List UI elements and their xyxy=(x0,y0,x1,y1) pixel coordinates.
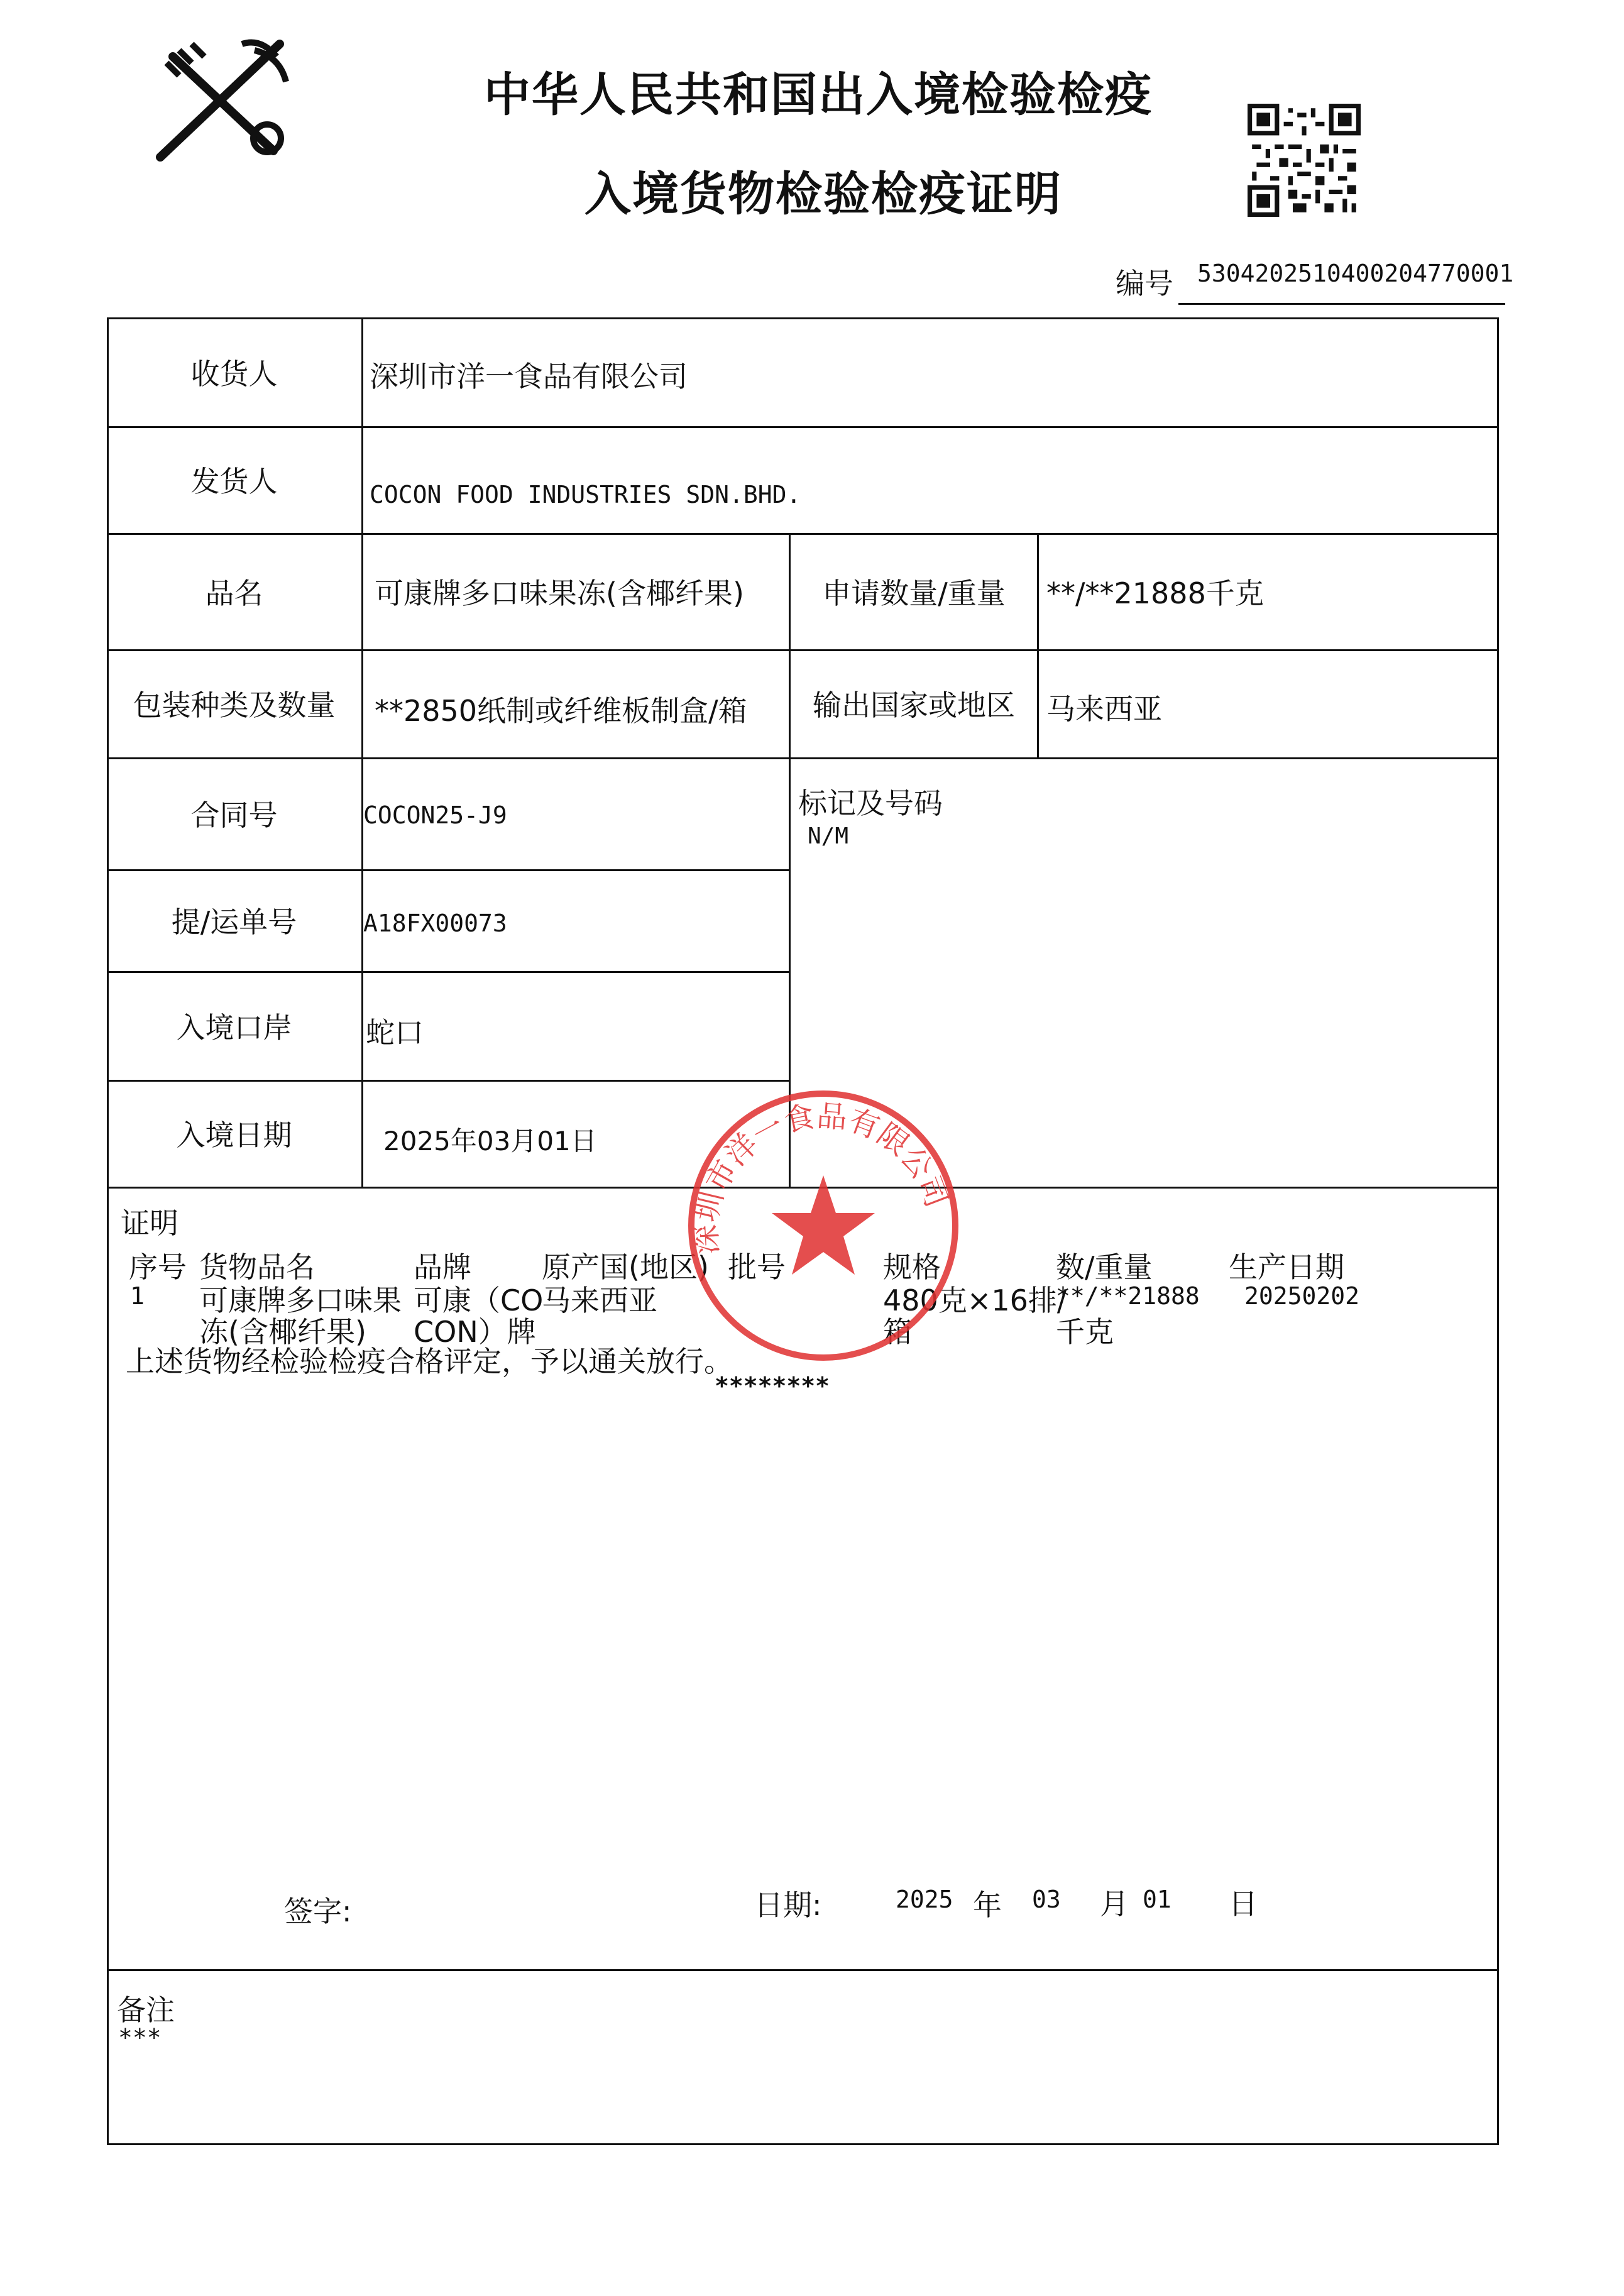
column-divider xyxy=(1037,533,1039,759)
remarks-value: *** xyxy=(118,2024,162,2052)
row-spec-line2: 箱 xyxy=(883,1315,912,1349)
inspection-emblem-logo xyxy=(148,31,299,170)
row-divider xyxy=(107,1969,1499,1971)
row-brand-line2: CON）牌 xyxy=(414,1315,536,1349)
row-name-line1: 可康牌多口味果 xyxy=(199,1283,402,1317)
certificate-number-value: 5304202510400204770001 xyxy=(1197,260,1514,287)
port-value: 蛇口 xyxy=(366,1016,424,1050)
number-underline xyxy=(1178,303,1505,305)
entry-date-label: 入境日期 xyxy=(176,1118,292,1152)
date-year-unit: 年 xyxy=(973,1888,1002,1922)
date-year: 2025 xyxy=(896,1886,953,1913)
row-seq: 1 xyxy=(130,1282,145,1310)
document-title: 中华人民共和国出入境检验检疫 xyxy=(484,68,1153,122)
row-qty-line2: 千克 xyxy=(1056,1315,1114,1349)
qr-code-icon xyxy=(1248,104,1361,217)
row-name-line2: 冻(含椰纤果) xyxy=(199,1315,366,1349)
product-value: 可康牌多口味果冻(含椰纤果) xyxy=(375,576,744,610)
consignee-value: 深圳市洋一食品有限公司 xyxy=(370,360,688,393)
contract-value: COCON25-J9 xyxy=(363,801,507,829)
date-day: 01 xyxy=(1143,1886,1171,1913)
package-label: 包装种类及数量 xyxy=(133,688,336,722)
export-country-value: 马来西亚 xyxy=(1046,692,1162,726)
marks-label: 标记及号码 xyxy=(798,786,943,820)
package-value: **2850纸制或纤维板制盒/箱 xyxy=(375,694,747,728)
certificate-heading: 证明 xyxy=(121,1206,178,1240)
consignor-value: COCON FOOD INDUSTRIES SDN.BHD. xyxy=(370,481,801,508)
date-label: 日期: xyxy=(754,1888,822,1922)
bill-value: A18FX00073 xyxy=(363,909,507,937)
date-month-unit: 月 xyxy=(1100,1887,1129,1921)
row-spec-line1: 480克×16排/ xyxy=(883,1283,1067,1317)
consignor-label: 发货人 xyxy=(190,464,278,498)
product-label: 品名 xyxy=(205,576,263,610)
column-header-spec: 规格 xyxy=(883,1250,941,1284)
column-header-prod-date: 生产日期 xyxy=(1229,1250,1344,1284)
column-divider xyxy=(361,317,363,1188)
row-prod-date: 20250202 xyxy=(1244,1282,1360,1310)
marks-value: N/M xyxy=(808,823,849,849)
certificate-number-label: 编号 xyxy=(1116,266,1173,300)
export-country-label: 输出国家或地区 xyxy=(813,688,1015,722)
quantity-value: **/**21888千克 xyxy=(1046,576,1264,610)
column-header-batch: 批号 xyxy=(728,1250,786,1284)
contract-label: 合同号 xyxy=(190,798,278,832)
port-label: 入境口岸 xyxy=(176,1010,292,1045)
remarks-label: 备注 xyxy=(117,1993,175,2027)
document-subtitle: 入境货物检验检疫证明 xyxy=(584,167,1062,221)
column-header-origin: 原产国(地区) xyxy=(542,1250,709,1284)
row-qty-line1: **/**21888 xyxy=(1056,1282,1200,1310)
quantity-label: 申请数量/重量 xyxy=(822,576,1006,610)
certificate-stars: ******** xyxy=(715,1372,830,1400)
entry-date-value: 2025年03月01日 xyxy=(383,1126,597,1156)
svg-text:深圳市洋一食品有限公司: 深圳市洋一食品有限公司 xyxy=(688,1098,955,1256)
signature-label: 签字: xyxy=(284,1894,352,1928)
date-day-unit: 日 xyxy=(1229,1887,1258,1921)
date-month: 03 xyxy=(1032,1886,1061,1913)
company-seal-stamp xyxy=(679,1081,968,1370)
column-header-qty: 数/重量 xyxy=(1056,1250,1153,1284)
column-header-seq: 序号 xyxy=(129,1250,187,1284)
consignee-label: 收货人 xyxy=(190,356,278,391)
bill-label: 提/运单号 xyxy=(171,905,297,939)
certificate-statement: 上述货物经检验检疫合格评定，予以通关放行。 xyxy=(126,1344,733,1378)
column-header-name: 货物品名 xyxy=(199,1250,315,1284)
row-brand-line1: 可康（CO xyxy=(414,1283,544,1317)
column-header-brand: 品牌 xyxy=(414,1250,471,1284)
row-origin: 马来西亚 xyxy=(542,1283,657,1317)
